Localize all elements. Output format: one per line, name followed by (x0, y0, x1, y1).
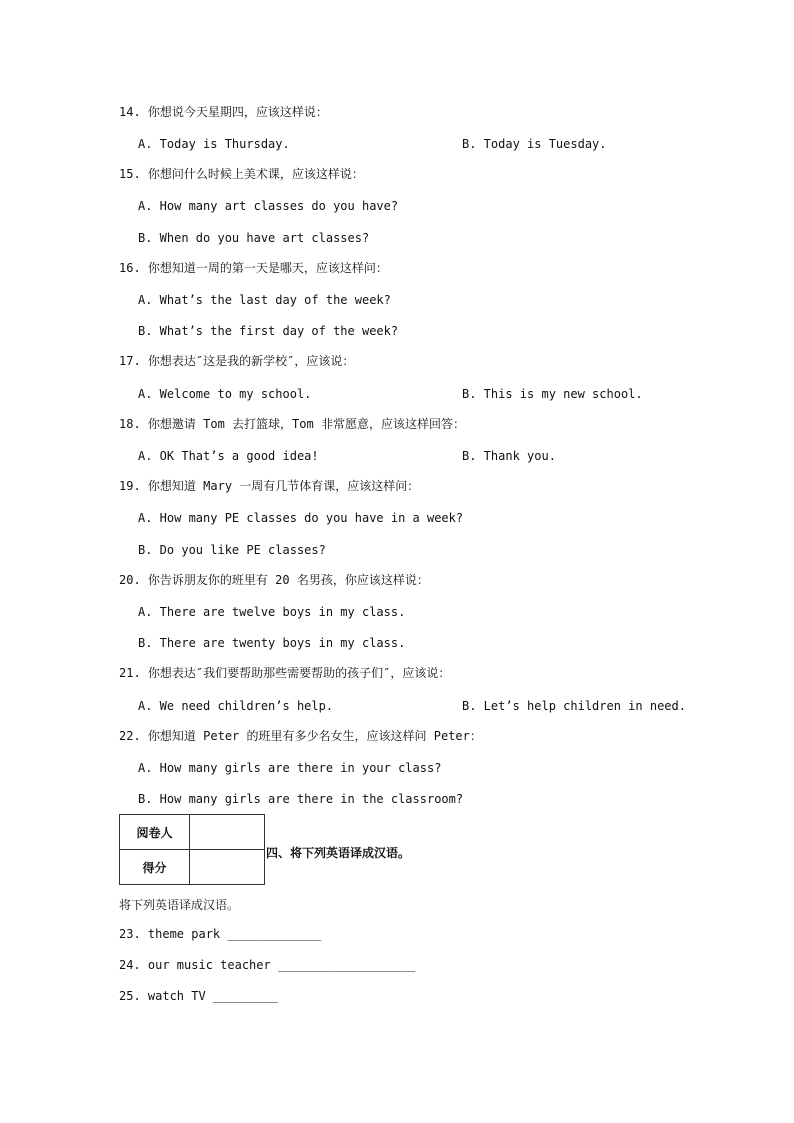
question-text: 你想知道 Mary 一周有几节体育课，应该这样问： (147, 479, 420, 493)
option-b: B. Today is Tuesday. (462, 137, 607, 151)
translation-item-23 (119, 927, 321, 941)
question-number: 14. (119, 105, 141, 119)
question-text: 你想表达″我们要帮助那些需要帮助的孩子们″，应该说： (147, 666, 451, 680)
question-text: 你想邀请 Tom 去打篮球，Tom 非常愿意，应该这样回答： (147, 417, 465, 431)
question-15 (119, 167, 364, 181)
option-a: A. We need children’s help. (138, 699, 334, 713)
option-a: A. Welcome to my school. (138, 387, 312, 401)
answer-blank[interactable]: _____________ (227, 927, 322, 941)
question-22 (119, 729, 482, 743)
question-text: 你想知道一周的第一天是哪天，应该这样问： (147, 261, 388, 275)
question-number: 16. (119, 261, 141, 275)
option-b: B. When do you have art classes? (138, 231, 370, 245)
option-b: B. What’s the first day of the week? (138, 324, 399, 338)
translation-item-24 (119, 958, 415, 972)
question-number: 19. (119, 479, 141, 493)
option-a: A. How many girls are there in your class? (138, 761, 442, 775)
question-text: 你想说今天星期四，应该这样说： (147, 105, 328, 119)
question-number: 17. (119, 354, 141, 368)
option-a: A. What’s the last day of the week? (138, 293, 391, 307)
option-a: A. How many art classes do you have? (138, 199, 399, 213)
question-20 (119, 573, 429, 587)
question-17 (119, 354, 354, 368)
translation-text: 25. watch TV (119, 989, 213, 1003)
question-number: 22. (119, 729, 141, 743)
option-b: B. This is my new school. (462, 387, 643, 401)
section-title: 四、将下列英语译成汉语。 (266, 846, 411, 860)
question-text: 你告诉朋友你的班里有 20 名男孩，你应该这样说： (147, 573, 429, 587)
question-number: 21. (119, 666, 141, 680)
option-b: B. How many girls are there in the classroom? (138, 792, 464, 806)
question-number: 18. (119, 417, 141, 431)
question-number: 15. (119, 167, 141, 181)
score-table (119, 814, 265, 885)
score-field[interactable] (190, 850, 265, 885)
translation-item-25 (119, 989, 278, 1003)
translation-text: 24. our music teacher (119, 958, 278, 972)
translation-text: 23. theme park (119, 927, 228, 941)
reviewer-label: 阅卷人 (120, 815, 190, 850)
option-a: A. Today is Thursday. (138, 137, 290, 151)
section-instruction: 将下列英语译成汉语。 (119, 898, 240, 912)
reviewer-field[interactable] (190, 815, 265, 850)
question-text: 你想知道 Peter 的班里有多少名女生，应该这样问 Peter： (147, 729, 482, 743)
option-b: B. Let’s help children in need. (462, 699, 686, 713)
answer-blank[interactable]: _________ (212, 989, 278, 1003)
option-a: A. There are twelve boys in my class. (138, 605, 406, 619)
question-16 (119, 261, 388, 275)
question-21 (119, 666, 450, 680)
question-text: 你想问什么时候上美术课，应该这样说： (147, 167, 364, 181)
question-number: 20. (119, 573, 141, 587)
option-b: B. Do you like PE classes? (138, 543, 326, 557)
option-a: A. How many PE classes do you have in a week? (138, 511, 464, 525)
option-a: A. OK That’s a good idea! (138, 449, 319, 463)
score-label: 得分 (120, 850, 190, 885)
option-b: B. There are twenty boys in my class. (138, 636, 406, 650)
question-14 (119, 105, 328, 119)
question-19 (119, 479, 419, 493)
question-text: 你想表达″这是我的新学校″，应该说： (147, 354, 355, 368)
option-b: B. Thank you. (462, 449, 556, 463)
answer-blank[interactable]: ___________________ (277, 958, 416, 972)
question-18 (119, 417, 465, 431)
